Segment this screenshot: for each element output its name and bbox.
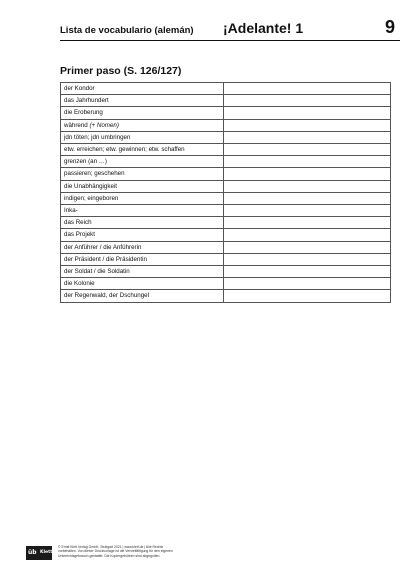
vocabulary-term <box>61 192 224 204</box>
vocabulary-term-text: der Anführer / die Anführerin <box>64 243 142 251</box>
translation-blank-cell[interactable] <box>224 168 391 180</box>
publisher-logo <box>26 546 52 560</box>
vocabulary-row <box>61 95 391 107</box>
vocabulary-term-text: während <box>64 121 88 129</box>
vocabulary-term-text: das Jahrhundert <box>64 97 109 105</box>
vocabulary-row <box>61 266 391 278</box>
vocabulary-term-text: die Kolonie <box>64 280 95 288</box>
vocabulary-term <box>61 83 224 95</box>
copyright-line: vorbehalten. Von dieser Druckvorlage ist die Vervielfältigung für den eigenen <box>58 549 173 554</box>
translation-blank-cell[interactable] <box>224 83 391 95</box>
translation-blank-cell[interactable] <box>224 229 391 241</box>
vocabulary-term-text: der Soldat / die Soldatin <box>64 268 130 276</box>
vocabulary-term <box>61 241 224 253</box>
translation-blank-cell[interactable] <box>224 217 391 229</box>
translation-blank-cell[interactable] <box>224 95 391 107</box>
translation-blank-cell[interactable] <box>224 290 391 302</box>
translation-blank-cell[interactable] <box>224 241 391 253</box>
vocabulary-term-text: die Unabhängigkeit <box>64 182 117 190</box>
vocabulary-term-text: das Projekt <box>64 231 95 239</box>
vocabulary-row <box>61 229 391 241</box>
vocabulary-row <box>61 290 391 302</box>
translation-blank-cell[interactable] <box>224 266 391 278</box>
vocabulary-term-text: das Reich <box>64 219 92 227</box>
vocabulary-term-text: der Regenwald, der Dschungel <box>64 292 149 300</box>
vocabulary-term-text: die Eroberung <box>64 109 103 117</box>
vocabulary-term <box>61 278 224 290</box>
page-header <box>60 18 400 38</box>
vocabulary-row <box>61 131 391 143</box>
translation-blank-cell[interactable] <box>224 180 391 192</box>
vocabulary-row <box>61 241 391 253</box>
vocabulary-term <box>61 107 224 119</box>
logo-right-text: Klett <box>40 550 53 555</box>
vocabulary-term <box>61 266 224 278</box>
vocabulary-row <box>61 180 391 192</box>
translation-blank-cell[interactable] <box>224 192 391 204</box>
header-divider <box>60 40 400 41</box>
translation-blank-cell[interactable] <box>224 107 391 119</box>
vocabulary-row <box>61 119 391 131</box>
logo-right-block <box>39 546 52 560</box>
vocabulary-term <box>61 217 224 229</box>
copyright-line: Unterrichtsgebrauch gestattet. Die Kopiergebühren sind abgegolten. <box>58 553 161 558</box>
vocabulary-row <box>61 217 391 229</box>
translation-blank-cell[interactable] <box>224 278 391 290</box>
vocabulary-term-text: etw. erreichen; etw. gewinnen; etw. schaffen <box>64 146 185 154</box>
vocabulary-row <box>61 192 391 204</box>
vocabulary-row <box>61 278 391 290</box>
book-title: ¡Adelante! 1 <box>223 20 304 36</box>
vocabulary-term-text: Inka- <box>64 207 78 215</box>
vocabulary-term <box>61 95 224 107</box>
section-title: Primer paso (S. 126/127) <box>60 65 182 77</box>
page-number: 9 <box>385 17 396 37</box>
vocabulary-term-text: der Präsident / die Präsidentin <box>64 255 147 263</box>
vocabulary-row <box>61 168 391 180</box>
copyright-notice <box>58 545 238 558</box>
vocabulary-term <box>61 168 224 180</box>
vocabulary-term <box>61 119 224 131</box>
vocabulary-row <box>61 205 391 217</box>
vocabulary-term <box>61 144 224 156</box>
vocabulary-term-text: indigen; eingeboren <box>64 194 119 202</box>
translation-blank-cell[interactable] <box>224 205 391 217</box>
translation-blank-cell[interactable] <box>224 253 391 265</box>
vocabulary-term <box>61 180 224 192</box>
vocabulary-term-text: passieren; geschehen <box>64 170 125 178</box>
logo-left-text: üb <box>28 549 37 556</box>
header-subtitle: Lista de vocabulario (alemán) <box>60 25 194 36</box>
vocabulary-row <box>61 107 391 119</box>
vocabulary-row <box>61 144 391 156</box>
vocabulary-term-text: der Kondor <box>64 85 95 92</box>
vocabulary-table <box>60 82 391 303</box>
translation-blank-cell[interactable] <box>224 156 391 168</box>
copyright-line: © Ernst Klett Verlag GmbH, Stuttgart 2021 | www.klett.de | Alle Rechte <box>58 545 164 549</box>
vocabulary-term <box>61 131 224 143</box>
logo-left-block <box>26 546 39 560</box>
vocabulary-row <box>61 253 391 265</box>
vocabulary-term-text: grenzen (an …) <box>64 158 107 166</box>
vocabulary-row <box>61 83 391 95</box>
vocabulary-term-text: jdn töten; jdn umbringen <box>64 133 131 141</box>
vocabulary-hint: (+ Nomen) <box>89 121 119 129</box>
translation-blank-cell[interactable] <box>224 119 391 131</box>
vocabulary-term <box>61 229 224 241</box>
translation-blank-cell[interactable] <box>224 144 391 156</box>
page-footer <box>26 544 246 564</box>
translation-blank-cell[interactable] <box>224 131 391 143</box>
vocabulary-term <box>61 290 224 302</box>
vocabulary-term <box>61 156 224 168</box>
vocabulary-term <box>61 253 224 265</box>
vocabulary-table-body <box>61 83 391 303</box>
vocabulary-row <box>61 156 391 168</box>
vocabulary-term <box>61 205 224 217</box>
